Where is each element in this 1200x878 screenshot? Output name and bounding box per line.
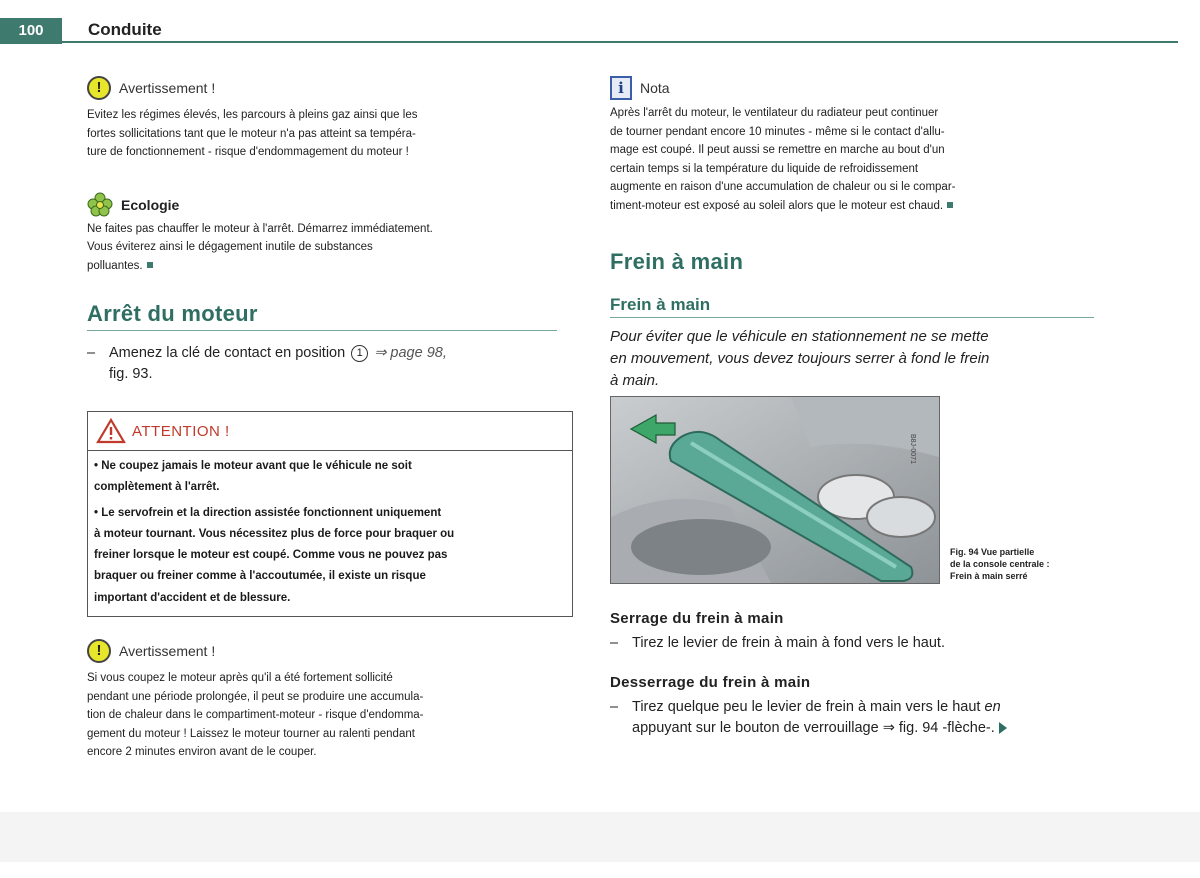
warning-line: pendant une période prolongée, il peut se produire une accumula- (87, 690, 424, 703)
ecology-line: Ne faites pas chauffer le moteur à l'arrêt. Démarrez immédiatement. (87, 222, 433, 235)
note-line-last (610, 197, 1094, 216)
intro-text (610, 326, 1094, 392)
continue-arrow-icon (999, 722, 1007, 734)
position-circle-icon: 1 (351, 345, 368, 362)
note-line: mage est coupé. Il peut aussi se remettre en marche au bout d'un (610, 144, 945, 156)
ecology-line-text: polluantes. (87, 259, 143, 272)
end-square-icon (947, 202, 953, 208)
warning-line: Evitez les régimes élevés, les parcours à pleins gaz ainsi que les (87, 109, 418, 121)
apply-step (610, 633, 1094, 654)
section-title: Arrêt du moteur (87, 301, 258, 326)
note-line: de tourner pendant encore 10 minutes - même si le contact d'allu- (610, 125, 945, 138)
apply-title: Serrage du frein à main (610, 610, 784, 627)
step-indent (87, 364, 109, 385)
release-line (610, 718, 1094, 739)
attention-line: • Le servofrein et la direction assistée fonctionnent uniquement (94, 506, 442, 519)
end-square-icon (147, 262, 153, 268)
note-line: certain temps si la température du liquide de refroidissement (610, 162, 919, 175)
figure-caption (950, 546, 1050, 584)
note-line: Après l'arrêt du moteur, le ventilateur du radiateur peut continuer (610, 107, 939, 119)
release-text-pre: Tirez quelque peu le levier de frein à main vers le haut (632, 699, 981, 715)
warning-title: Avertissement ! (119, 80, 216, 96)
step-dash: – (610, 635, 619, 651)
ecology-title: Ecologie (121, 196, 180, 213)
caption-line: Fig. 94 Vue partielle (950, 547, 1035, 557)
note-title: Nota (640, 80, 670, 96)
footer-band (0, 812, 1200, 862)
caption-line: Frein à main serré (950, 571, 1028, 581)
section-rule (87, 330, 557, 331)
warning-line: encore 2 minutes environ avant de le couper. (87, 746, 317, 759)
warning-line: fortes sollicitations tant que le moteur n'a pas atteint sa tempéra- (87, 127, 416, 140)
warning-line: Si vous coupez le moteur après qu'il a été fortement sollicité (87, 672, 393, 685)
attention-line: freiner lorsque le moteur est coupé. Comme vous ne pouvez pas (94, 549, 448, 562)
intro-line: à main. (610, 372, 660, 389)
step-text-pre: Amenez la clé de contact en position (109, 345, 346, 361)
subsection-title: Frein à main (610, 295, 711, 314)
release-text-em: en (984, 699, 1001, 715)
warning-block-2 (87, 639, 573, 762)
warning-line: tion de chaleur dans le compartiment-moteur - risque d'endomma- (87, 709, 424, 722)
engine-stop-section (87, 301, 573, 385)
apply-step-text: Tirez le levier de frein à main à fond vers le haut. (632, 635, 945, 651)
ecology-line-last (87, 257, 573, 276)
ecology-flower-icon (87, 192, 113, 218)
warning-icon: ! (87, 639, 111, 663)
page-number: 100 (0, 18, 62, 44)
release-text-2: appuyant sur le bouton de verrouillage ⇒ fig. 94 -flèche-. (632, 720, 995, 736)
note-block (610, 76, 1094, 215)
attention-body (88, 451, 572, 616)
intro-line: Pour éviter que le véhicule en stationnement ne se mette (610, 328, 989, 345)
subsection-rule (610, 317, 1094, 318)
step-text (109, 343, 447, 364)
attention-line: braquer ou freiner comme à l'accoutumée, il existe un risque (94, 570, 426, 583)
ecology-block (87, 192, 573, 276)
ecology-line: Vous éviterez ainsi le dégagement inutile de substances (87, 241, 373, 253)
warning-title: Avertissement ! (119, 643, 216, 660)
step-line (87, 364, 573, 385)
step-dash: – (610, 699, 619, 715)
engine-stop-step (87, 343, 573, 385)
warning-head-2 (87, 639, 573, 663)
step-indent (610, 718, 632, 739)
attention-triangle-icon (96, 418, 126, 444)
caption-line: de la console centrale : (950, 559, 1050, 569)
figure-code: B8J-0071 (909, 434, 916, 464)
attention-line: important d'accident et de blessure. (94, 591, 291, 604)
section-title: Frein à main (610, 249, 744, 274)
attention-head (88, 412, 572, 451)
note-line-text: timent-moteur est exposé au soleil alors que le moteur est chaud. (610, 199, 944, 212)
note-line: augmente en raison d'une accumulation de chaleur ou si le compar- (610, 181, 956, 193)
warning-head-1 (87, 76, 573, 100)
right-column (610, 76, 1094, 739)
warning-line: gement du moteur ! Laissez le moteur tourner au ralenti pendant (87, 727, 415, 740)
warning-block-1 (87, 76, 573, 162)
release-line-2 (632, 718, 1007, 739)
chapter-title: Conduite (88, 20, 162, 39)
release-line (610, 697, 1094, 718)
warning-icon: ! (87, 76, 111, 100)
release-title: Desserrage du frein à main (610, 674, 811, 691)
attention-line: complètement à l'arrêt. (94, 481, 220, 494)
figure-row (610, 396, 1094, 584)
attention-line: à moteur tournant. Vous nécessitez plus de force pour braquer ou (94, 527, 455, 540)
info-icon: i (610, 76, 632, 100)
ecology-head (87, 192, 573, 218)
step-line-2: fig. 93. (109, 366, 153, 382)
handbrake-figure (610, 396, 940, 584)
note-head (610, 76, 1094, 100)
attention-box (87, 411, 573, 617)
left-column (87, 76, 573, 762)
attention-title: ATTENTION ! (132, 422, 230, 440)
step-dash: – (87, 345, 96, 361)
step-line (87, 343, 573, 364)
release-line-1 (632, 697, 1001, 718)
intro-line: en mouvement, vous devez toujours serrer à fond le frein (610, 350, 990, 367)
release-step (610, 697, 1094, 739)
page-ref-link[interactable]: ⇒ page 98, (374, 345, 447, 361)
header-rule (62, 41, 1178, 43)
attention-line: • Ne coupez jamais le moteur avant que le véhicule ne soit (94, 460, 412, 472)
warning-line: ture de fonctionnement - risque d'endommagement du moteur ! (87, 146, 409, 158)
